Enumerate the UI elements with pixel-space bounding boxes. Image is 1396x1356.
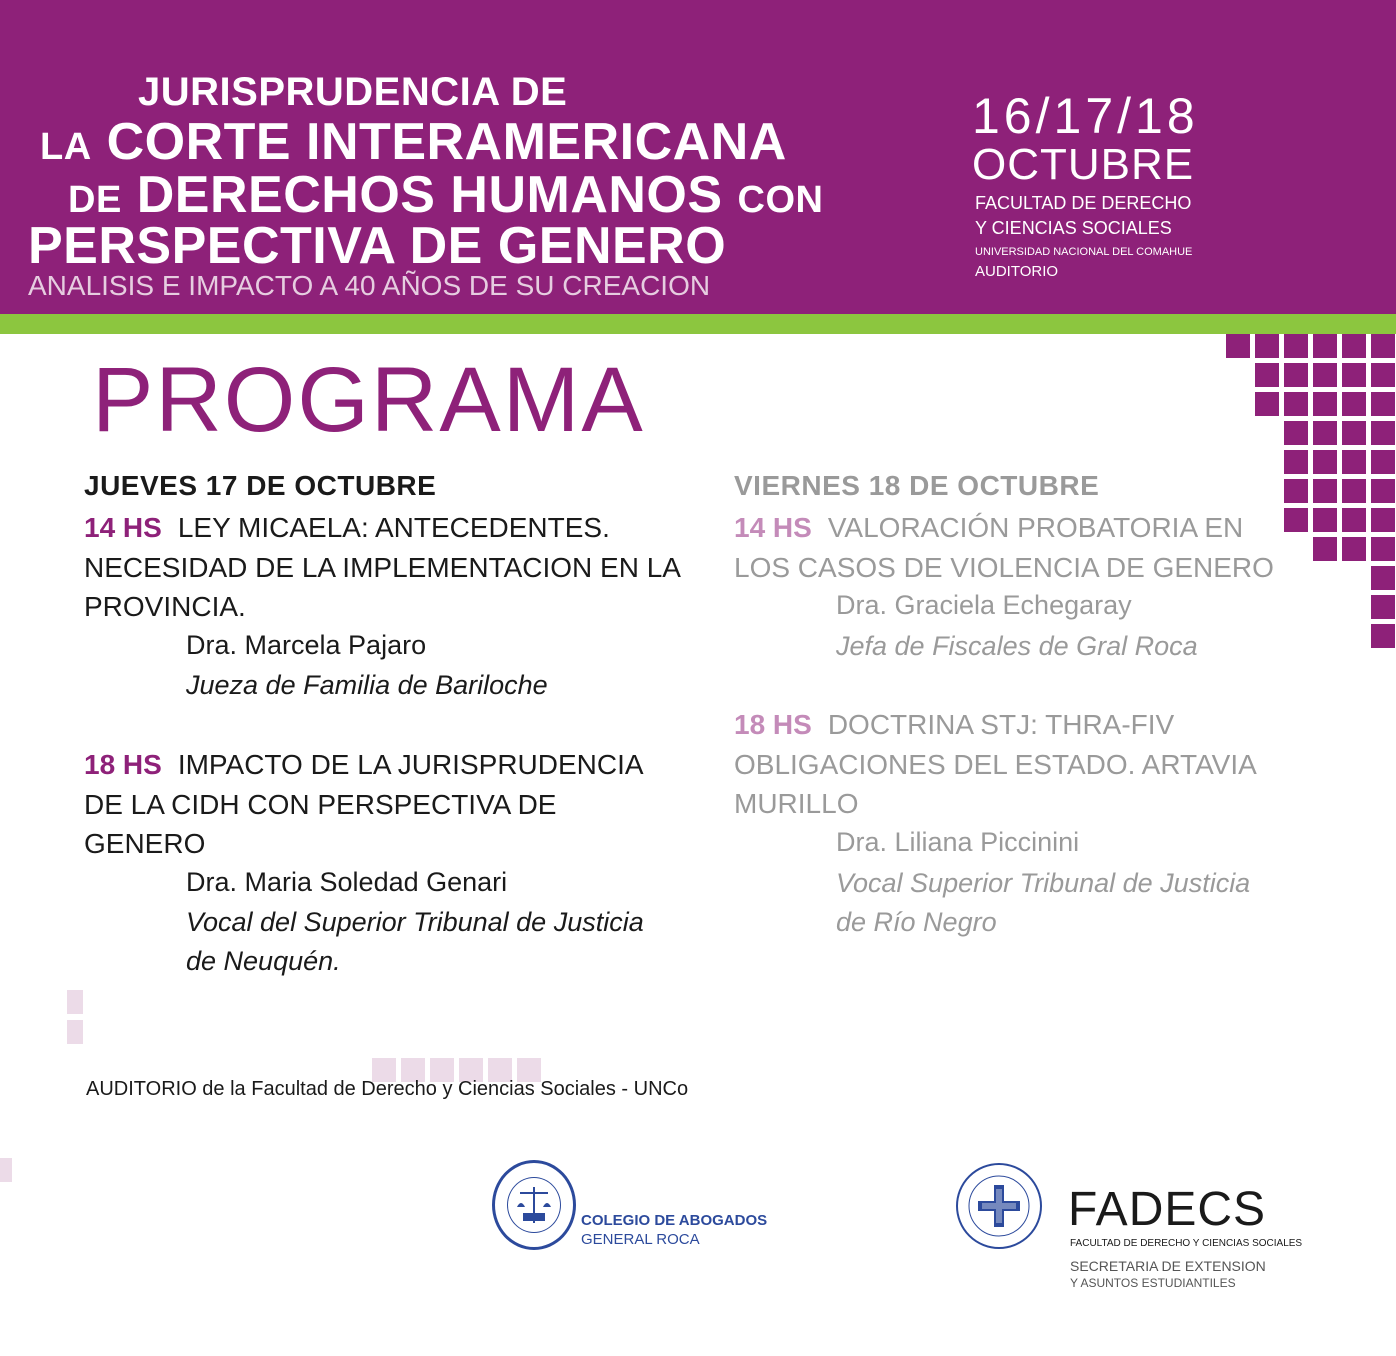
session-friday-2 [734,705,1294,824]
faculty-line-1: FACULTAD DE DERECHO [975,193,1192,213]
session-time: 14 HS [84,512,162,543]
session-time: 14 HS [734,512,812,543]
speaker-role: Vocal Superior Tribunal de Justicia de Río Negro [836,868,1251,937]
colegio-abogados-seal-icon [492,1160,576,1250]
session-time: 18 HS [84,749,162,780]
event-title-line-1: JURISPRUDENCIA DE [138,70,568,114]
footer-venue: AUDITORIO de la Facultad de Derecho y Ciencias Sociales - UNCo [86,1078,689,1100]
speaker-name: Dra. Maria Soledad Genari [186,867,508,897]
colegio-location: GENERAL ROCA [581,1231,700,1248]
venue-label: AUDITORIO [975,263,1059,280]
colegio-name: COLEGIO DE ABOGADOS [581,1212,768,1229]
speaker-role: Vocal del Superior Tribunal de Justicia de Neuquén. [186,907,644,976]
fadecs-subtitle: FACULTAD DE DERECHO Y CIENCIAS SOCIALES [1070,1238,1303,1249]
session-topic: LEY MICAELA: ANTECEDENTES. NECESIDAD DE LA IMPLEMENTACION EN LA PROVINCIA. [84,512,680,622]
unco-seal-icon [956,1163,1042,1249]
speaker-name: Dra. Marcela Pajaro [186,630,427,660]
event-title-line-2: LA CORTE INTERAMERICANA [40,113,787,171]
day-heading-friday: VIERNES 18 DE OCTUBRE [734,470,1100,501]
session-time: 18 HS [734,709,812,740]
day-heading-thursday: JUEVES 17 DE OCTUBRE [84,470,437,501]
session-topic: IMPACTO DE LA JURISPRUDENCIA DE LA CIDH CON PERSPECTIVA DE GENERO [84,749,643,859]
header-divider [0,314,1396,334]
event-month: OCTUBRE [972,140,1195,189]
program-heading: PROGRAMA [92,349,645,451]
speaker-role: Jueza de Familia de Bariloche [186,670,548,700]
session-topic: VALORACIÓN PROBATORIA EN LOS CASOS DE VIOLENCIA DE GENERO [734,512,1274,583]
session-thursday-1 [84,508,684,627]
event-title-line-4: PERSPECTIVA DE GENERO [28,217,727,275]
event-title-line-3: DE DERECHOS HUMANOS CON [68,166,824,224]
event-dates: 16/17/18 [972,88,1199,144]
university-name: UNIVERSIDAD NACIONAL DEL COMAHUE [975,246,1193,258]
speaker-name: Dra. Liliana Piccinini [836,827,1080,857]
event-subtitle: ANALISIS E IMPACTO A 40 AÑOS DE SU CREACION [28,270,711,301]
secretaria-line-2: Y ASUNTOS ESTUDIANTILES [1070,1276,1236,1290]
session-topic: DOCTRINA STJ: THRA-FIV OBLIGACIONES DEL ESTADO. ARTAVIA MURILLO [734,709,1256,819]
faculty-line-2: Y CIENCIAS SOCIALES [975,218,1172,238]
session-thursday-2 [84,745,684,864]
speaker-name: Dra. Graciela Echegaray [836,590,1132,620]
secretaria-line-1: SECRETARIA DE EXTENSION [1070,1258,1266,1274]
speaker-role: Jefa de Fiscales de Gral Roca [836,631,1198,661]
session-friday-1 [734,508,1294,587]
fadecs-logo: FADECS [1068,1183,1267,1236]
